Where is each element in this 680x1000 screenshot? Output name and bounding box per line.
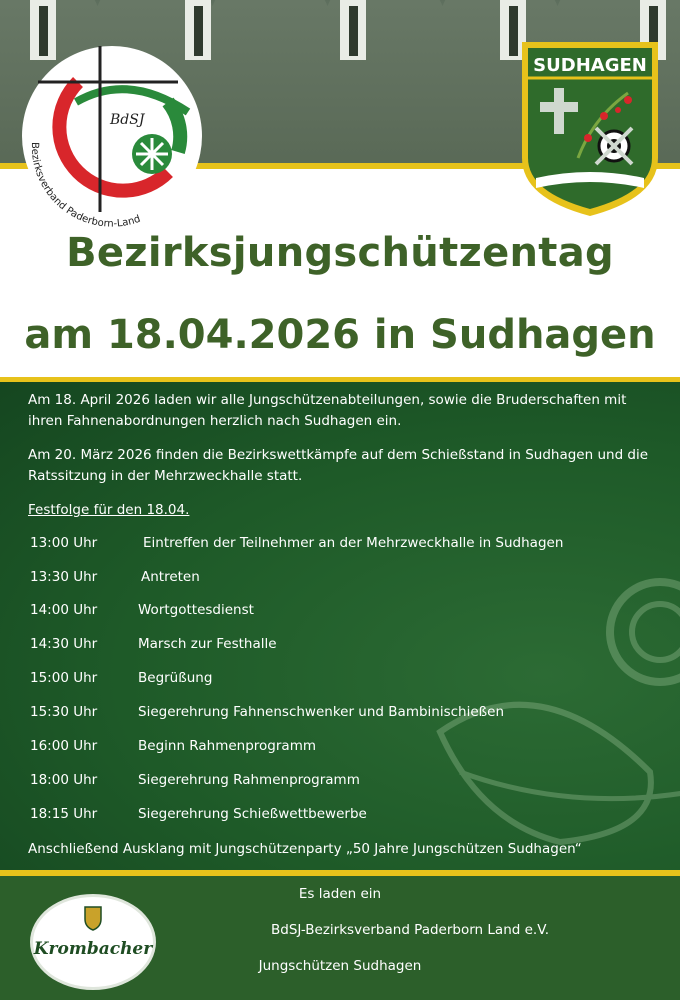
schedule-time: 15:30 Uhr [30, 704, 98, 720]
bdsj-logo [18, 42, 206, 230]
photo-person [210, 0, 330, 165]
page-title: Bezirksjungschützentag [66, 230, 614, 276]
schedule-event: Marsch zur Festhalle [138, 636, 277, 652]
footer [0, 876, 680, 1000]
schedule-event: Beginn Rahmenprogramm [138, 738, 316, 754]
page-subtitle-date: am 18.04.2026 in Sudhagen [24, 312, 656, 358]
sudhagen-crest [518, 38, 662, 220]
schedule-event: Begrüßung [138, 670, 213, 686]
schedule-time: 16:00 Uhr [30, 738, 98, 754]
schedule-time: 15:00 Uhr [30, 670, 98, 686]
schedule-event: Eintreffen der Teilnehmer an der Mehrzweckhalle in Sudhagen [143, 535, 564, 551]
bdsj-ring-text: Bezirksverband Paderborn-Land [28, 141, 142, 230]
competition-paragraph: Am 20. März 2026 finden die Bezirkswettkämpfe auf dem Schießstand in Sudhagen und die Ratssitzung in der Mehrzweckhalle statt. [28, 447, 649, 484]
schedule-time: 13:30 Uhr [30, 569, 98, 585]
schedule-event: Antreten [141, 569, 200, 585]
footer-host-bdsj: BdSJ-Bezirksverband Paderborn Land e.V. [270, 922, 549, 938]
schedule-event: Siegerehrung Rahmenprogramm [138, 772, 360, 788]
krombacher-crest-icon [83, 905, 103, 931]
schedule-time: 14:00 Uhr [30, 602, 98, 618]
footer-host-sudhagen: Jungschützen Sudhagen [258, 958, 422, 974]
schedule-event: Wortgottesdienst [138, 602, 254, 618]
bdsj-monogram: BdSJ [110, 112, 145, 128]
crest-name: SUDHAGEN [533, 55, 647, 76]
schedule-time: 14:30 Uhr [30, 636, 98, 652]
schedule-time: 18:00 Uhr [30, 772, 98, 788]
schedule-event: Siegerehrung Schießwettbewerbe [138, 806, 367, 822]
schedule-event: Siegerehrung Fahnenschwenker und Bambinischießen [138, 704, 505, 720]
schedule-time: 18:15 Uhr [30, 806, 98, 822]
schedule-time: 13:00 Uhr [30, 535, 98, 551]
event-details [0, 382, 680, 870]
footer-invite: Es laden ein [298, 886, 382, 902]
krombacher-wordmark: Krombacher [33, 939, 153, 959]
closing-note: Anschließend Ausklang mit Jungschützenparty „50 Jahre Jungschützen Sudhagen“ [28, 841, 582, 857]
intro-paragraph: Am 18. April 2026 laden wir alle Jungschützenabteilungen, sowie die Bruderschaften mit ihren Fahnenabordnungen herzlich nach Sudhagen ein. [28, 392, 627, 429]
krombacher-logo [30, 894, 156, 990]
schedule-heading: Festfolge für den 18.04. [28, 502, 190, 518]
